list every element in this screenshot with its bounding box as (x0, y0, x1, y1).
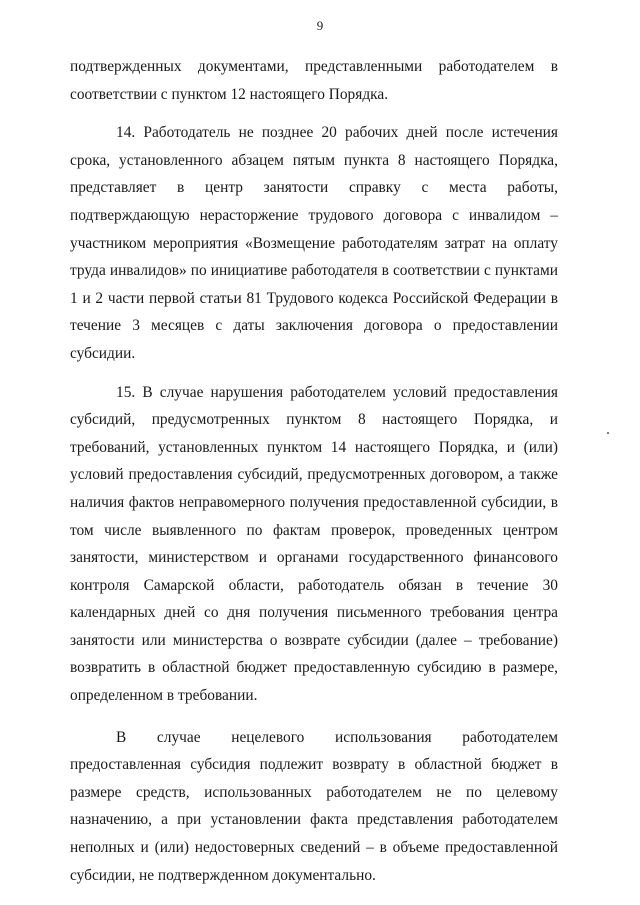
page-number: 9 (316, 18, 324, 33)
paragraph-misuse: В случае нецелевого использования работодателем предоставленная субсидия подлежит возврату в областной бюджет в размере средств, использованных работодателем не по целевому назначению, а при установлении факта представления работодателем неполных и (или) недостоверных сведений – в объеме предоставленной субсидии, не подтвержденном документально. (70, 728, 558, 884)
paragraph-continuation: подтвержденных документами, представленными работодателем в соответствии с пунктом 12 настоящего Порядка. (70, 58, 558, 103)
paragraph-item-14: 14. Работодатель не позднее 20 рабочих дней после истечения срока, установленного абзацем пятым пункта 8 настоящего Порядка, представляет в центр занятости справку с места работы, подтверждающую нерасторжение трудового договора с инвалидом – участником мероприятия «Возмещение работодателям затрат на оплату труда инвалидов» по инициативе работодателя в соответствии с пунктами 1 и 2 части первой статьи 81 Трудового кодекса Российской Федерации в течение 3 месяцев с даты заключения договора о предоставлении субсидии. (70, 124, 558, 362)
paragraph-item-15: 15. В случае нарушения работодателем условий предоставления субсидий, предусмотренных пунктом 8 настоящего Порядка, и требований, установленных пунктом 14 настоящего Порядка, и (или) условий предоставления субсидий, предусмотренных договором, а также наличия фактов неправомерного получения предоставленной субсидии, в том числе выявленного по фактам проверок, проведенных центром занятости, министерством и органами государственного финансового контроля Самарской области, работодатель обязан в течение 30 календарных дней со дня получения письменного требования центра занятости или министерства о возврате субсидии (далее – требование) возвратить в областной бюджет предоставленную субсидию в размере, определенном в требовании. (70, 383, 558, 705)
document-body (70, 53, 558, 889)
scan-speck (607, 432, 609, 434)
